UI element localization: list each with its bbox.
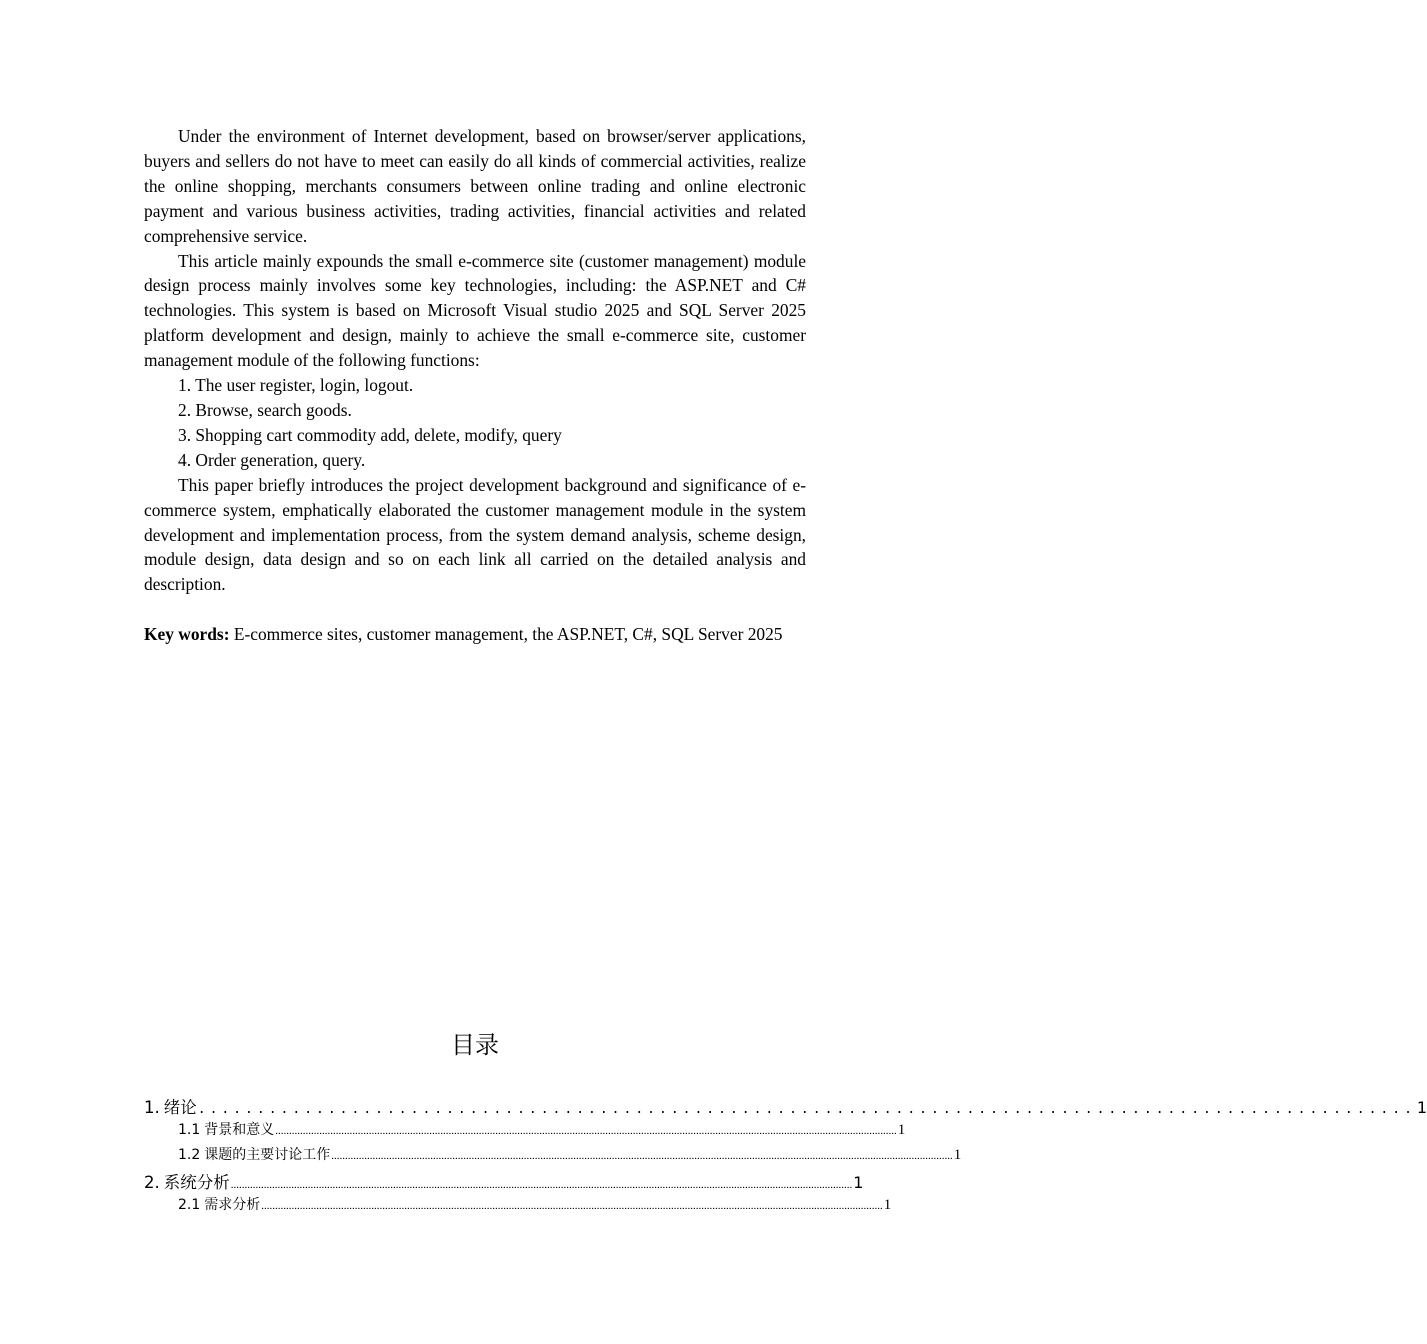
abstract-body	[144, 124, 806, 597]
toc-dot-leader: ..................................................................................................................................................................................................................................	[230, 1179, 853, 1191]
toc-entry-number: 1.	[144, 1098, 160, 1117]
toc-page-number: 1	[1416, 1098, 1427, 1117]
function-list-item: 4. Order generation, query.	[178, 449, 366, 470]
toc-dot-leader: .......................................................................................................	[197, 1102, 1416, 1117]
toc-entry[interactable]	[144, 1169, 864, 1194]
toc-entry-number: 1.2	[178, 1147, 201, 1163]
toc-dot-leader: ..................................................................................................................................................................................................................................	[261, 1200, 883, 1212]
toc-entry-number: 1.1	[178, 1122, 201, 1138]
toc-entry-number: 2.1	[178, 1197, 201, 1213]
toc-entry[interactable]	[144, 1119, 906, 1144]
abstract-paragraph: Under the environment of Internet development, based on browser/server applications, buyers and sellers do not have to meet can easily do all kinds of commercial activities, realize the online shopping, merchants consumers between online trading and online electronic payment and various business activities, trading activities, financial activities and related comprehensive service.	[144, 126, 806, 246]
toc-title: 目录	[451, 1031, 499, 1059]
toc-page-number: 1	[953, 1147, 962, 1163]
table-of-contents	[144, 1094, 1427, 1219]
abstract-paragraph: This article mainly expounds the small e-commerce site (customer management) module design process mainly involves some key technologies, including: the ASP.NET and C# technologies. This system is based on Microsoft Visual studio 2025 and SQL Server 2025 platform development and design, mainly to achieve the small e-commerce site, customer management module of the following functions:	[144, 250, 806, 371]
toc-entry-label: 背景和意义	[204, 1122, 275, 1138]
toc-entry-number: 2.	[144, 1173, 160, 1192]
toc-dot-leader: ..................................................................................................................................................................................................................................	[275, 1125, 897, 1137]
toc-entry[interactable]	[144, 1194, 892, 1219]
abstract-paragraph: This paper briefly introduces the project development background and significance of e-commerce system, emphatically elaborated the customer management module in the system development and implementation process, from the system demand analysis, scheme design, module design, data design and so on each link all carried on the detailed analysis and description.	[144, 474, 806, 595]
toc-entry-label: 课题的主要讨论工作	[204, 1147, 331, 1163]
toc-entry[interactable]	[144, 1094, 1427, 1119]
toc-page-number: 1	[883, 1197, 892, 1213]
toc-page-number: 1	[897, 1122, 906, 1138]
toc-entry-label: 绪论	[163, 1098, 197, 1117]
function-list-item: 1. The user register, login, logout.	[178, 375, 414, 396]
toc-entry-label: 需求分析	[204, 1197, 261, 1213]
keywords-label: Key words:	[144, 624, 230, 644]
keywords-text: E-commerce sites, customer management, the ASP.NET, C#, SQL Server 2025	[229, 624, 783, 644]
toc-page-number: 1	[853, 1173, 864, 1192]
toc-dot-leader: ..................................................................................................................................................................................................................................	[331, 1150, 953, 1162]
function-list-item: 2. Browse, search goods.	[178, 399, 352, 420]
toc-entry-label: 系统分析	[163, 1173, 230, 1192]
toc-entry[interactable]	[144, 1144, 962, 1169]
keywords-line	[144, 622, 806, 647]
function-list-item: 3. Shopping cart commodity add, delete, modify, query	[178, 424, 562, 445]
